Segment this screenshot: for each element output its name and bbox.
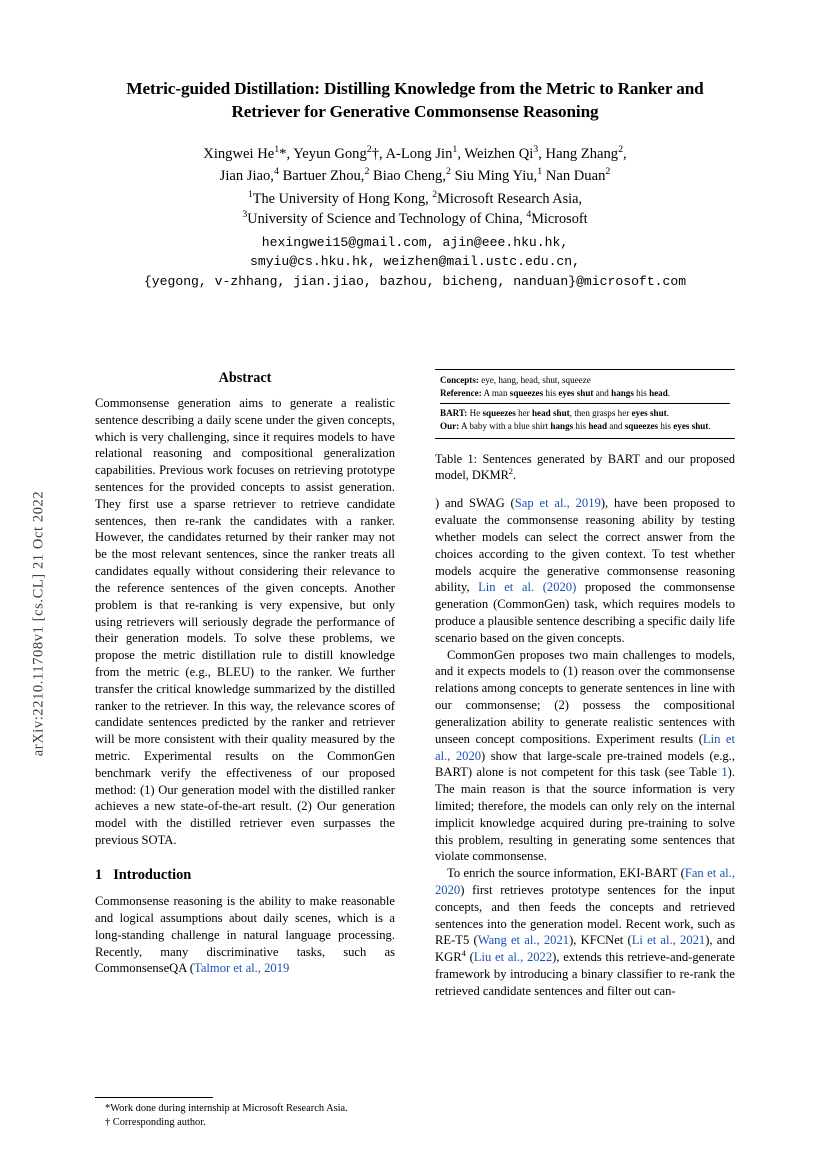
- arxiv-stamp: arXiv:2210.11708v1 [cs.CL] 21 Oct 2022: [30, 490, 47, 757]
- table-row-reference: [440, 387, 730, 400]
- citation-fan[interactable]: Fan et al., 2020: [435, 866, 735, 897]
- email-line-2: smyiu@cs.hku.hk, weizhen@mail.ustc.edu.cn,: [249, 254, 581, 270]
- table-label-bart: BART:: [440, 407, 468, 418]
- intro-p1-a: Commonsense reasoning is the ability to make reasonable and logical assumptions about daily scenes, which is a long-standing challenge in natural language processing. Recently, many discriminative tasks, such as CommonsenseQA (: [95, 894, 395, 976]
- citation-liu[interactable]: Liu et al., 2022: [473, 950, 553, 965]
- table-1: [435, 369, 735, 439]
- rp1-a: ) and SWAG (: [435, 496, 515, 511]
- section-number: 1: [95, 866, 103, 883]
- table-value-our: A baby with a blue shirt hangs his head and squeezes his eyes shut.: [460, 420, 711, 431]
- section-heading-introduction: [95, 866, 395, 885]
- table-value-bart: He squeezes her head shut, then grasps her eyes shut.: [469, 407, 669, 418]
- rp2-a: CommonGen proposes two main challenges to models, and it expects models to (1) reason over the commonsense relations among concepts to generate sentences in line with our commonsense; (2) possess the compositional generalization ability to generate realistic sentences with unseen concept compositions. Experiment results (: [435, 647, 735, 746]
- rp3-c: ), KFCNet (: [569, 933, 632, 948]
- body-columns: [95, 369, 735, 1129]
- rp1-c: proposed the commonsense generation (CommonGen) task, which requires models to produce a plausible sentence describing a specific daily life scenario based on the given concepts.: [435, 580, 735, 645]
- citation-li[interactable]: Li et al., 2021: [631, 933, 706, 948]
- footnote-rule: [95, 1097, 213, 1098]
- paper-header: [95, 78, 735, 292]
- email-list: [95, 233, 735, 292]
- footnote-1: *Work done during internship at Microsoft Research Asia.: [105, 1103, 348, 1114]
- rp3-b: ) first retrieves prototype sentences for the input concepts, and then feeds the concepts and retrieved sentences into the generation model. Recent work, such as RE-T5 (: [435, 883, 735, 948]
- right-paragraph-3: [435, 865, 735, 1000]
- footnote-2: † Corresponding author.: [105, 1117, 206, 1129]
- affiliation-line-1: $^1$The University of Hong Kong, $^2$Microsoft Research Asia,: [247, 189, 583, 208]
- citation-sap[interactable]: Sap et al., 2019: [514, 496, 601, 511]
- citation-lin-et-al[interactable]: Lin et al., 2020: [435, 731, 735, 763]
- author-line-2: Jian Jiao,$^4$ Bartuer Zhou,$^2$ Biao Cheng,$^2$ Siu Ming Yiu,$^1$ Nan Duan$^2$: [219, 166, 611, 185]
- abstract-text: Commonsense generation aims to generate a realistic sentence describing a daily scene under the given concepts, which is very challenging, since it requires models to have relational reasoning and compositional generalization capabilities. Previous work focuses on retrieving prototype sentences for the provided concepts to assist generation. They first use a sparse retriever to retrieve candidate sentences, then re-rank the candidates with a ranker. However, the candidates returned by their ranker may not be the most relevant sentences, since the ranker treats all candidates equally without considering their relevance to the reference sentences of the given concepts. Another problem is that re-ranking is very expensive, but only using retrievers will seriously degrade the performance of their generation models. To solve these problems, we propose the metric distillation rule to distill knowledge from the metric (e.g., BLEU) to the ranker. We further transfer the critical knowledge summarized by the distilled ranker to the retriever. In this way, the relevance scores of candidate sentences predicted by the ranker and retriever will be more consistent with their quality measured by the metric. Experimental results on the CommonGen benchmark verify the effectiveness of our proposed method: (1) Our generation model with the distilled ranker achieves a new state-of-the-art result. (2) Our generation model with the distilled retriever even surpasses the previous SOTA.: [95, 395, 395, 848]
- page-title: Metric-guided Distillation: Distilling Knowledge from the Metric to Ranker and Retriever for Generative Commonsense Reasoning: [126, 79, 704, 121]
- rp3-a: To enrich the source information, EKI-BART (: [447, 866, 685, 881]
- rp3-d: ), and KGR$^4$ (: [435, 933, 735, 965]
- email-line-3: {yegong, v-zhhang, jian.jiao, bazhou, bicheng, nanduan}@microsoft.com: [143, 274, 687, 290]
- table-1-caption: Table 1: Sentences generated by BART and our proposed model, DKMR$^2$.: [435, 451, 735, 482]
- email-line-1: hexingwei15@gmail.com, ajin@eee.hku.hk,: [261, 234, 569, 250]
- table-reference-link[interactable]: 1: [721, 765, 728, 780]
- author-list: [95, 144, 735, 188]
- right-paragraph-1: [435, 495, 735, 646]
- citation-wang[interactable]: Wang et al., 2021: [477, 933, 570, 948]
- section-title: Introduction: [113, 866, 192, 883]
- rp2-c: ). The main reason is that the source information is very limited; therefore, the models can only rely on the internal implicit knowledge acquired during pre-training to solve this problem, resulting in generating some sentences that violate commonsense.: [435, 765, 735, 864]
- table-row-bart: [440, 407, 730, 420]
- affiliation-line-2: $^3$University of Science and Technology of China, $^4$Microsoft: [242, 209, 588, 228]
- rp2-b: ) show that large-scale pre-trained models (e.g., BART) alone is not competent for this task (see Table: [435, 748, 735, 780]
- author-line-1: Xingwei He$^1$*, Yeyun Gong$^2$†, A-Long Jin$^1$, Weizhen Qi$^3$, Hang Zhang$^2$,: [203, 144, 627, 163]
- citation-lin-2020[interactable]: Lin et al. (2020): [478, 580, 577, 595]
- table-label-our: Our:: [440, 420, 460, 431]
- table-label-concepts: Concepts:: [440, 375, 479, 385]
- table-divider: [440, 403, 730, 404]
- right-column: [435, 369, 735, 1000]
- affiliation-list: [95, 189, 735, 230]
- rp1-b: ), have been proposed to evaluate the commonsense reasoning ability by testing whether models can select the correct answer from the choices according to the given context. To test whether models acquire the generative commonsense reasoning ability,: [435, 496, 736, 595]
- footnotes: [95, 1097, 395, 1130]
- abstract-heading: Abstract: [218, 370, 272, 386]
- left-column: [95, 369, 395, 977]
- right-paragraph-2: [435, 647, 735, 866]
- intro-paragraph-1: [95, 893, 395, 977]
- citation-talmor[interactable]: Talmor et al., 2019: [194, 961, 290, 976]
- table-value-reference: A man squeezes his eyes shut and hangs his head.: [483, 387, 671, 398]
- table-row-our: [440, 420, 730, 433]
- rp3-e: ), extends this retrieve-and-generate framework by introducing a binary classifier to re-rank the retrieved candidate sentences and filter out can-: [435, 950, 735, 998]
- table-label-reference: Reference:: [440, 387, 482, 398]
- table-value-concepts: eye, hang, head, shut, squeeze: [481, 375, 591, 385]
- table-row-concepts: [440, 374, 730, 387]
